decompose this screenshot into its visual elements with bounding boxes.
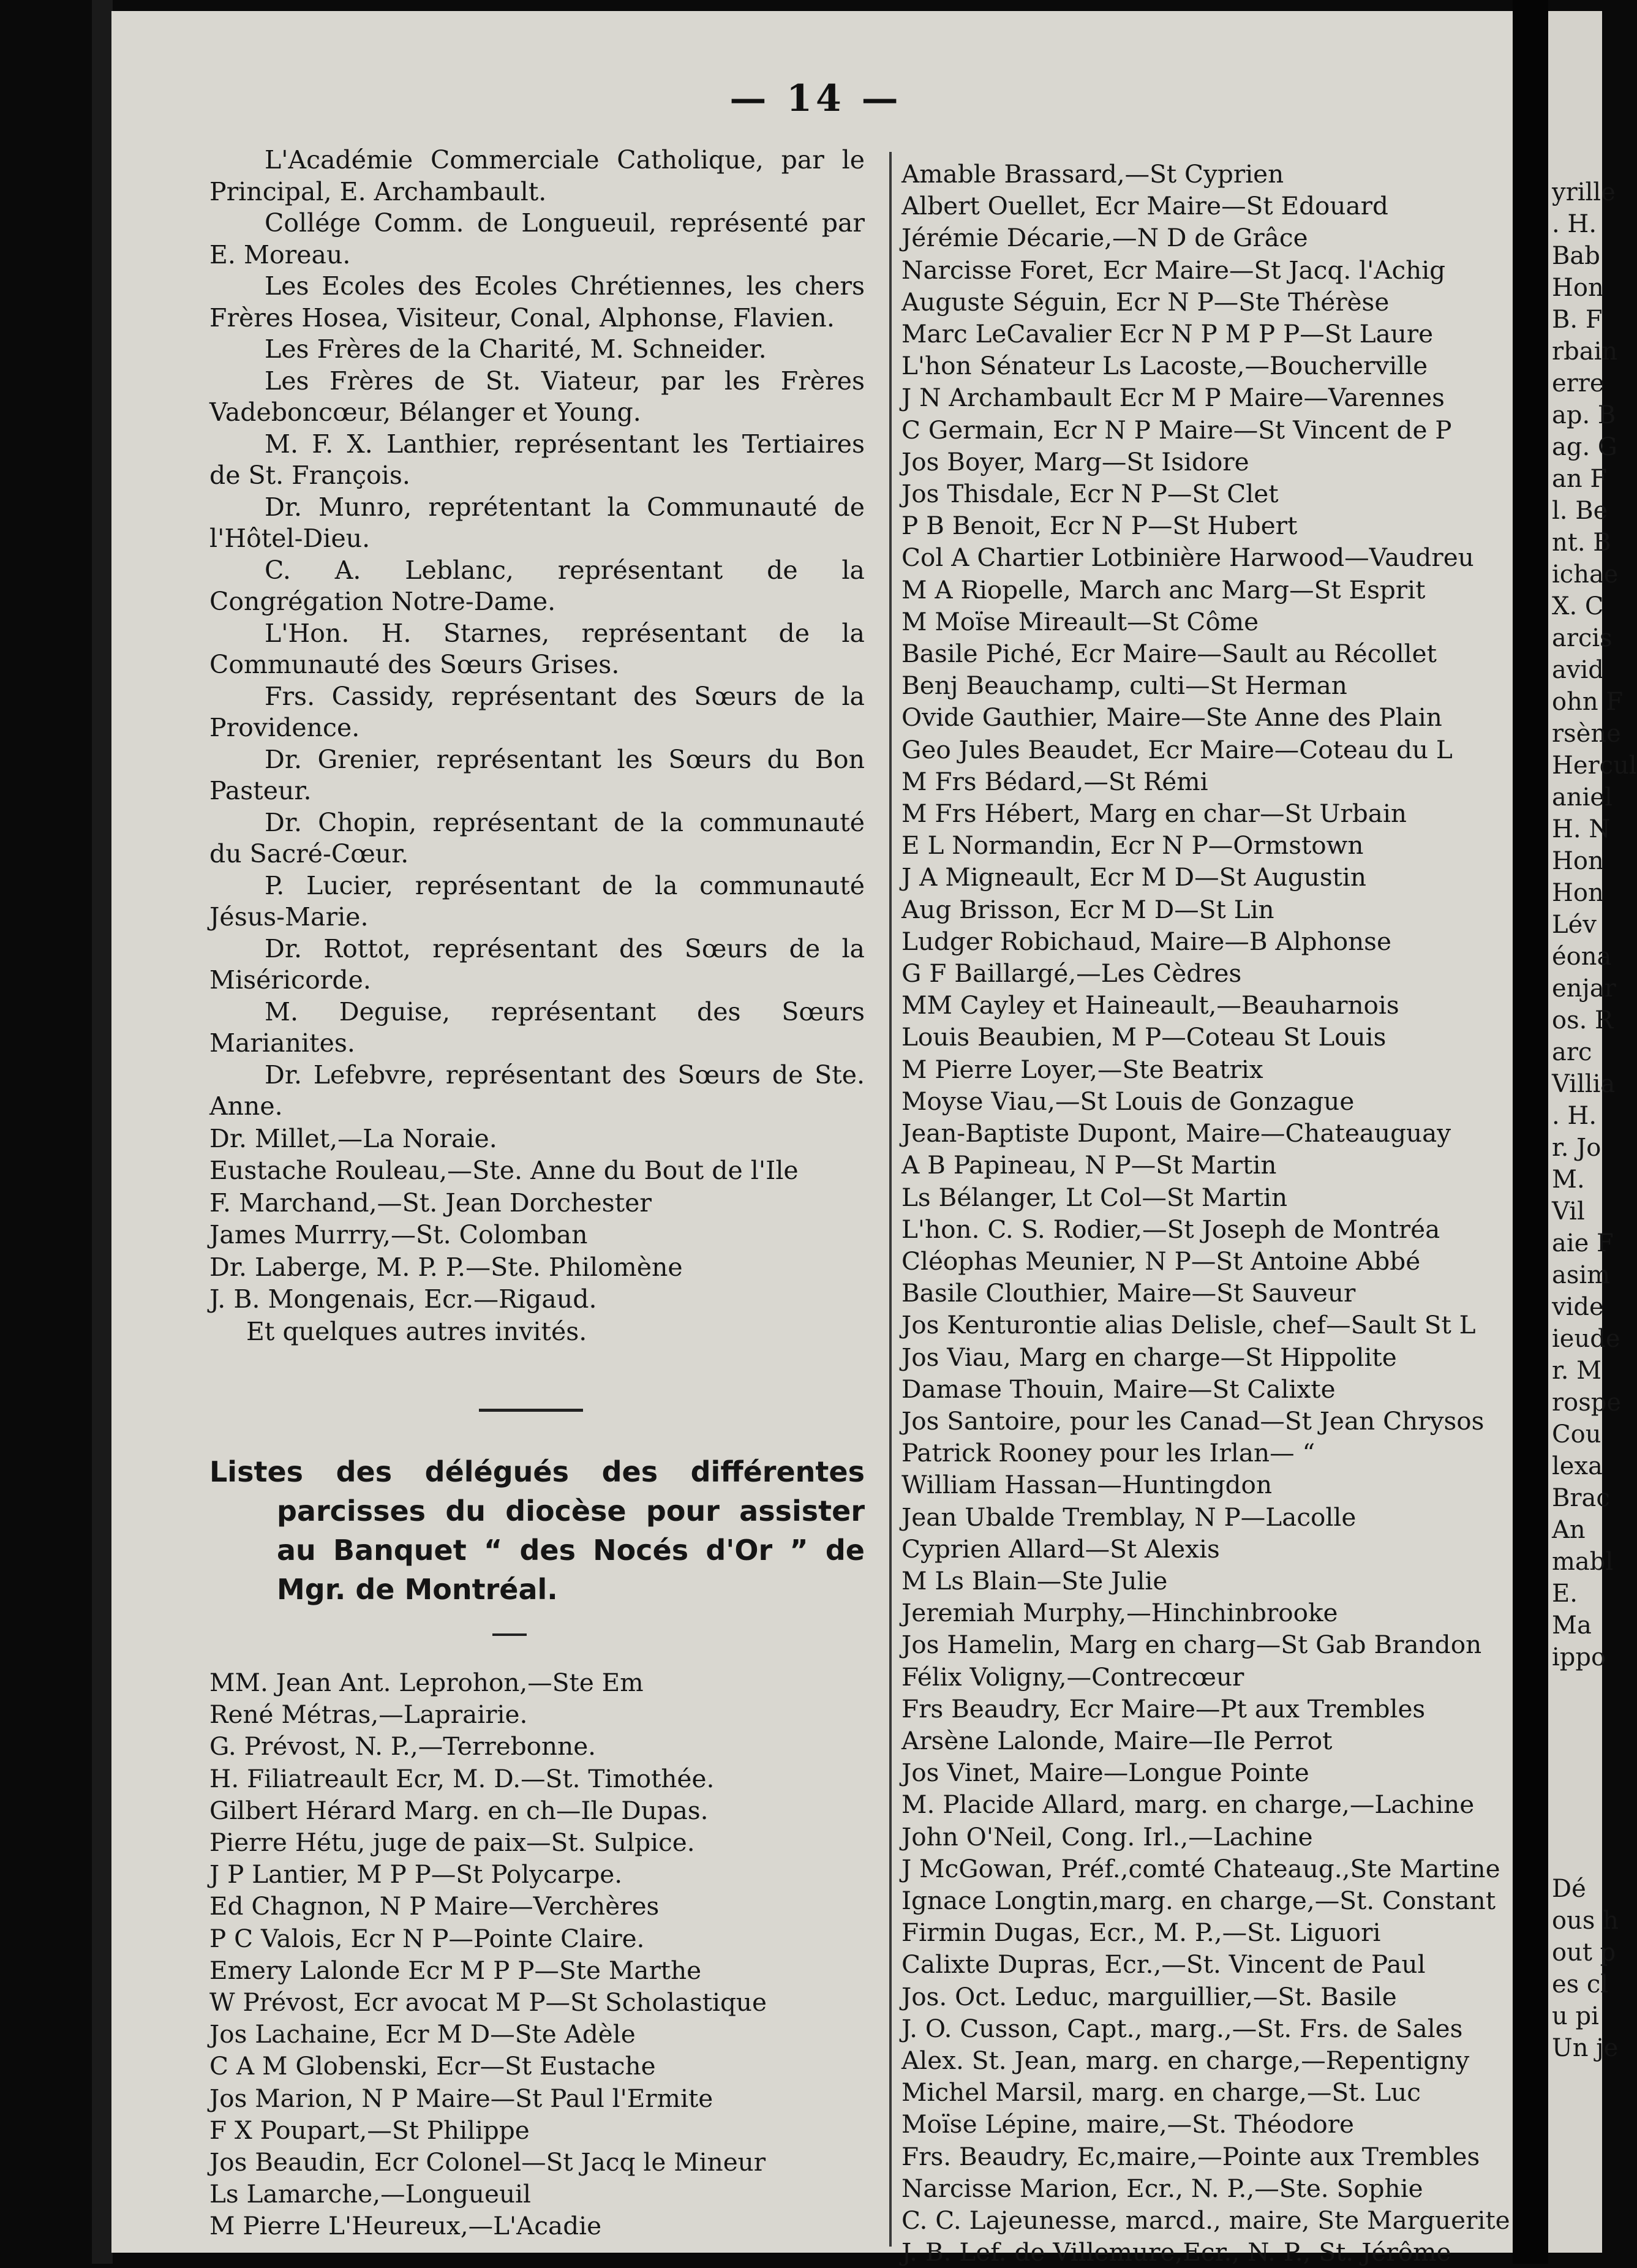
- adjacent-page-edge: [1548, 11, 1637, 2253]
- delegate-entry: Arsène Lalonde, Maire—Ile Perrot: [901, 1725, 1333, 1755]
- delegate-entry: Jos. Oct. Leduc, marguillier,—St. Basile: [901, 1981, 1397, 2011]
- delegate-entry: Jeremiah Murphy,—Hinchinbrooke: [901, 1598, 1338, 1628]
- adjacent-text-fragment: Un je: [1552, 2034, 1619, 2062]
- delegate-entry: Jos Beaudin, Ecr Colonel—St Jacq le Mineur: [209, 2147, 766, 2177]
- delegate-entry: M Pierre L'Heureux,—L'Acadie: [209, 2211, 602, 2241]
- adjacent-text-fragment: aie F: [1552, 1229, 1614, 1257]
- delegate-entry: Frs. Beaudry, Ec,maire,—Pointe aux Trembles: [901, 2141, 1480, 2171]
- adjacent-text-fragment: r. M: [1552, 1357, 1602, 1385]
- section-rule: [479, 1409, 583, 1412]
- adjacent-text-fragment: u pi: [1552, 2002, 1599, 2030]
- delegate-entry: Jos Kenturontie alias Delisle, chef—Sault St L: [901, 1310, 1476, 1340]
- adjacent-text-fragment: nt. B: [1552, 529, 1611, 557]
- page-number: — 14 —: [729, 77, 902, 120]
- adjacent-text-fragment: H. N: [1552, 815, 1611, 843]
- attendee-entry: L'Académie Commerciale Catholique, par le Principal, E. Archambault.: [209, 145, 865, 206]
- delegate-entry: C Germain, Ecr N P Maire—St Vincent de P: [901, 415, 1452, 445]
- adjacent-text-fragment: es cl: [1552, 1970, 1609, 1999]
- attendee-entry: Les Frères de St. Viateur, par les Frères Vadeboncœur, Bélanger et Young.: [209, 366, 865, 427]
- adjacent-page-fragments-top: [1548, 176, 1637, 1673]
- column-divider: [889, 152, 892, 2247]
- delegate-entry: Basile Piché, Ecr Maire—Sault au Récollet: [901, 639, 1437, 669]
- delegate-entry: J McGowan, Préf.,comté Chateaug.,Ste Martine: [901, 1853, 1500, 1883]
- delegate-entry: Moïse Lépine, maire,—St. Théodore: [901, 2109, 1355, 2139]
- adjacent-text-fragment: asim: [1552, 1261, 1611, 1289]
- delegate-entry: Jean Ubalde Tremblay, N P—Lacolle: [901, 1502, 1357, 1532]
- delegate-entry: L'hon. C. S. Rodier,—St Joseph de Montréa: [901, 1214, 1440, 1244]
- adjacent-text-fragment: E.: [1552, 1580, 1578, 1608]
- delegate-entry: M Pierre Loyer,—Ste Beatrix: [901, 1054, 1263, 1084]
- attendee-line: Dr. Laberge, M. P. P.—Ste. Philomène: [209, 1252, 683, 1282]
- adjacent-text-fragment: ap. B: [1552, 401, 1616, 429]
- delegate-entry: C A M Globenski, Ecr—St Eustache: [209, 2051, 656, 2081]
- delegate-list-right: [901, 158, 1514, 2268]
- adjacent-text-fragment: Ma: [1552, 1611, 1592, 1640]
- right-column: [901, 158, 1514, 2268]
- delegates-heading: Listes des délégués des différentes parcisses du diocèse pour assister au Banquet “ des Nocés d'Or ” de Mgr. de Montréal.: [209, 1455, 865, 1606]
- adjacent-text-fragment: Villia: [1552, 1070, 1616, 1098]
- delegate-entry: Pierre Hétu, juge de paix—St. Sulpice.: [209, 1828, 695, 1858]
- delegate-entry: Ls Bélanger, Lt Col—St Martin: [901, 1182, 1288, 1212]
- delegate-entry: Benj Beauchamp, culti—St Herman: [901, 671, 1347, 701]
- delegate-entry: H. Filiatreault Ecr, M. D.—St. Timothée.: [209, 1763, 715, 1793]
- adjacent-text-fragment: yrille: [1552, 178, 1616, 206]
- delegate-entry: M Frs Bédard,—St Rémi: [901, 766, 1208, 796]
- attendee-entry: Dr. Munro, reprétentant la Communauté de l'Hôtel-Dieu.: [209, 492, 865, 553]
- delegate-entry: Col A Chartier Lotbinière Harwood—Vaudreu: [901, 543, 1474, 573]
- adjacent-text-fragment: ippo: [1552, 1643, 1606, 1671]
- delegate-entry: M Frs Hébert, Marg en char—St Urbain: [901, 799, 1407, 829]
- adjacent-text-fragment: Hon: [1552, 274, 1604, 302]
- delegate-entry: Cyprien Allard—St Alexis: [901, 1534, 1220, 1564]
- delegate-entry: M Moïse Mireault—St Côme: [901, 606, 1259, 636]
- adjacent-text-fragment: avid: [1552, 656, 1604, 684]
- delegate-entry: Calixte Dupras, Ecr.,—St. Vincent de Paul: [901, 1950, 1426, 1980]
- adjacent-text-fragment: M.: [1552, 1166, 1585, 1194]
- heading-rule: [492, 1633, 527, 1636]
- adjacent-text-fragment: arc: [1552, 1038, 1592, 1066]
- delegate-entry: A B Papineau, N P—St Martin: [901, 1150, 1277, 1180]
- attendee-entry: M. F. X. Lanthier, représentant les Tertiaires de St. François.: [209, 429, 865, 490]
- attendee-line: F. Marchand,—St. Jean Dorchester: [209, 1188, 652, 1218]
- scanned-page: [111, 11, 1520, 2267]
- delegate-entry: M. Placide Allard, marg. en charge,—Lachine: [901, 1790, 1475, 1820]
- delegate-entry: Jos Santoire, pour les Canad—St Jean Chrysos: [901, 1406, 1485, 1436]
- delegate-entry: Aug Brisson, Ecr M D—St Lin: [901, 894, 1274, 924]
- delegate-entry: C. C. Lajeunesse, marcd., maire, Ste Marguerite: [901, 2206, 1510, 2235]
- adjacent-text-fragment: ohn F: [1552, 688, 1624, 716]
- adjacent-text-fragment: Hon: [1552, 879, 1604, 907]
- delegate-entry: Alex. St. Jean, marg. en charge,—Repentigny: [901, 2045, 1470, 2075]
- attendee-simple-list: [209, 1123, 865, 1316]
- delegate-entry: Jos Marion, N P Maire—St Paul l'Ermite: [209, 2083, 713, 2113]
- attendee-entry: Les Ecoles des Ecoles Chrétiennes, les chers Frères Hosea, Visiteur, Conal, Alphonse, Flavien.: [209, 271, 865, 333]
- adjacent-text-fragment: X. C: [1552, 592, 1604, 620]
- adjacent-text-fragment: mabl: [1552, 1548, 1614, 1576]
- delegate-entry: Cléophas Meunier, N P—St Antoine Abbé: [901, 1246, 1421, 1276]
- delegate-entry: John O'Neil, Cong. Irl.,—Lachine: [901, 1822, 1313, 1852]
- adjacent-text-fragment: ag. G: [1552, 433, 1617, 461]
- attendee-line: Eustache Rouleau,—Ste. Anne du Bout de l'Ile: [209, 1156, 799, 1185]
- delegate-entry: Jos Hamelin, Marg en charg—St Gab Brandon: [901, 1630, 1482, 1660]
- delegate-entry: MM Cayley et Haineault,—Beauharnois: [901, 990, 1399, 1020]
- attendee-entry: Dr. Lefebvre, représentant des Sœurs de Ste. Anne.: [209, 1060, 865, 1121]
- adjacent-text-fragment: Brac: [1552, 1484, 1610, 1512]
- attendee-line: J. B. Mongenais, Ecr.—Rigaud.: [209, 1284, 597, 1314]
- delegate-entry: J P Lantier, M P P—St Polycarpe.: [209, 1859, 623, 1889]
- delegate-entry: Jérémie Décarie,—N D de Grâce: [901, 223, 1308, 253]
- attendee-entry: Dr. Grenier, représentant les Sœurs du Bon Pasteur.: [209, 744, 865, 805]
- delegate-entry: E L Normandin, Ecr N P—Ormstown: [901, 831, 1364, 861]
- attendee-entry: Les Frères de la Charité, M. Schneider.: [265, 334, 767, 364]
- adjacent-text-fragment: . H.: [1552, 210, 1597, 238]
- delegate-entry: J. O. Cusson, Capt., marg.,—St. Frs. de Sales: [901, 2013, 1463, 2043]
- delegate-entry: Auguste Séguin, Ecr N P—Ste Thérèse: [901, 287, 1390, 317]
- delegate-entry: P B Benoit, Ecr N P—St Hubert: [901, 511, 1298, 541]
- attendee-entry: Dr. Rottot, représentant des Sœurs de la Miséricorde.: [209, 933, 865, 995]
- delegate-entry: Narcisse Marion, Ecr., N. P.,—Ste. Sophie: [901, 2173, 1423, 2203]
- left-column: [209, 145, 865, 2242]
- attendee-entry: C. A. Leblanc, représentant de la Congrégation Notre-Dame.: [209, 555, 865, 616]
- attendee-entry: L'Hon. H. Starnes, représentant de la Communauté des Sœurs Grises.: [209, 618, 865, 679]
- adjacent-text-fragment: An: [1552, 1516, 1586, 1544]
- delegate-entry: Gilbert Hérard Marg. en ch—Ile Dupas.: [209, 1795, 709, 1825]
- delegate-entry: Jos Viau, Marg en charge—St Hippolite: [901, 1342, 1397, 1372]
- adjacent-text-fragment: erre: [1552, 369, 1605, 397]
- adjacent-text-fragment: lexa: [1552, 1452, 1603, 1480]
- adjacent-text-fragment: enjar: [1552, 974, 1616, 1003]
- attendee-entry: M. Deguise, représentant des Sœurs Marianites.: [209, 996, 865, 1058]
- delegate-entry: Moyse Viau,—St Louis de Gonzague: [901, 1086, 1355, 1116]
- attendee-line: Dr. Millet,—La Noraie.: [209, 1123, 497, 1153]
- adjacent-text-fragment: os. R: [1552, 1006, 1614, 1034]
- delegate-entry: Albert Ouellet, Ecr Maire—St Edouard: [901, 191, 1388, 221]
- delegate-entry: Frs Beaudry, Ecr Maire—Pt aux Trembles: [901, 1693, 1426, 1724]
- delegate-entry: Jos Lachaine, Ecr M D—Ste Adèle: [209, 2019, 636, 2049]
- adjacent-text-fragment: rospe: [1552, 1388, 1622, 1417]
- delegate-entry: W Prévost, Ecr avocat M P—St Scholastique: [209, 1987, 767, 2017]
- adjacent-text-fragment: ieude: [1552, 1325, 1620, 1353]
- delegate-entry: G. Prévost, N. P.,—Terrebonne.: [209, 1731, 596, 1761]
- adjacent-text-fragment: Bab: [1552, 242, 1600, 270]
- delegate-entry: Félix Voligny,—Contrecœur: [901, 1662, 1244, 1692]
- delegate-entry: Ls Lamarche,—Longueuil: [209, 2179, 531, 2209]
- adjacent-text-fragment: Hercul: [1552, 752, 1637, 780]
- adjacent-text-fragment: l. Be: [1552, 497, 1608, 525]
- delegate-entry: Michel Marsil, marg. en charge,—St. Luc: [901, 2078, 1421, 2108]
- delegate-entry: MM. Jean Ant. Leprohon,—Ste Em: [209, 1668, 644, 1697]
- adjacent-text-fragment: ichae: [1552, 560, 1619, 589]
- attendee-line: James Murrry,—St. Colomban: [209, 1220, 588, 1249]
- delegate-entry: F X Poupart,—St Philippe: [209, 2115, 530, 2145]
- adjacent-text-fragment: B. F: [1552, 306, 1603, 334]
- delegate-entry: William Hassan—Huntingdon: [901, 1470, 1273, 1500]
- delegate-entry: Damase Thouin, Maire—St Calixte: [901, 1374, 1336, 1404]
- delegate-entry: Jos Thisdale, Ecr N P—St Clet: [901, 479, 1279, 509]
- adjacent-text-fragment: rbain: [1552, 337, 1618, 366]
- adjacent-page-fragments-bottom: [1548, 1873, 1619, 2064]
- delegate-entry: René Métras,—Laprairie.: [209, 1700, 528, 1730]
- delegate-entry: Ludger Robichaud, Maire—B Alphonse: [901, 926, 1391, 956]
- scan-left-edge: [92, 0, 113, 2264]
- delegate-entry: J N Archambault Ecr M P Maire—Varennes: [901, 383, 1445, 413]
- adjacent-text-fragment: aniel: [1552, 783, 1613, 812]
- delegate-entry: Emery Lalonde Ecr M P P—Ste Marthe: [209, 1955, 702, 1985]
- attendee-entry: P. Lucier, représentant de la communauté Jésus-Marie.: [209, 870, 865, 932]
- delegate-entry: Amable Brassard,—St Cyprien: [901, 159, 1284, 189]
- delegate-entry: L'hon Sénateur Ls Lacoste,—Boucherville: [901, 351, 1428, 381]
- adjacent-text-fragment: out p: [1552, 1938, 1616, 1967]
- adjacent-text-fragment: Dé: [1552, 1875, 1586, 1903]
- delegate-entry: P C Valois, Ecr N P—Pointe Claire.: [209, 1923, 645, 1953]
- delegate-entry: M Ls Blain—Ste Julie: [901, 1565, 1168, 1596]
- adjacent-text-fragment: an F: [1552, 465, 1608, 493]
- delegate-entry: Ignace Longtin,marg. en charge,—St. Constant: [901, 1885, 1496, 1915]
- adjacent-text-fragment: vide: [1552, 1293, 1604, 1321]
- adjacent-text-fragment: Hon: [1552, 847, 1604, 875]
- delegate-entry: Jos Boyer, Marg—St Isidore: [901, 446, 1249, 477]
- attendee-list: [209, 145, 865, 1123]
- delegate-entry: Jos Vinet, Maire—Longue Pointe: [901, 1758, 1309, 1788]
- delegate-entry: Basile Clouthier, Maire—St Sauveur: [901, 1278, 1356, 1308]
- adjacent-text-fragment: Lév: [1552, 911, 1597, 939]
- adjacent-text-fragment: . H.: [1552, 1102, 1597, 1130]
- adjacent-text-fragment: ous h: [1552, 1907, 1619, 1935]
- delegate-entry: M A Riopelle, March anc Marg—St Esprit: [901, 575, 1426, 605]
- delegate-entry: J. B. Lef. de Villemure,Ecr., N. P., St. Jérôme: [901, 2237, 1451, 2267]
- book-gutter: [1513, 0, 1548, 2264]
- delegate-entry: G F Baillargé,—Les Cèdres: [901, 959, 1242, 989]
- adjacent-text-fragment: éona: [1552, 943, 1612, 971]
- delegate-entry: Narcisse Foret, Ecr Maire—St Jacq. l'Achig: [901, 255, 1446, 285]
- adjacent-text-fragment: r. Jo: [1552, 1134, 1601, 1162]
- delegate-entry: Ovide Gauthier, Maire—Ste Anne des Plain: [901, 703, 1442, 733]
- delegate-entry: Marc LeCavalier Ecr N P M P P—St Laure: [901, 319, 1434, 349]
- closing-line: Et quelques autres invités.: [246, 1316, 587, 1346]
- delegate-entry: Geo Jules Beaudet, Ecr Maire—Coteau du L: [901, 734, 1453, 764]
- adjacent-text-fragment: rsène: [1552, 720, 1621, 748]
- attendee-entry: Dr. Chopin, représentant de la communauté du Sacré-Cœur.: [209, 807, 865, 868]
- adjacent-text-fragment: arcis: [1552, 624, 1613, 652]
- adjacent-text-fragment: Cou: [1552, 1420, 1601, 1449]
- delegate-entry: Ed Chagnon, N P Maire—Verchères: [209, 1891, 660, 1921]
- adjacent-text-fragment: Vil: [1552, 1197, 1585, 1226]
- delegate-list-left: [209, 1667, 865, 2242]
- delegate-entry: J A Migneault, Ecr M D—St Augustin: [901, 862, 1366, 892]
- delegate-entry: Patrick Rooney pour les Irlan— “: [901, 1438, 1315, 1468]
- attendee-entry: Collége Comm. de Longueuil, représenté par E. Moreau.: [209, 208, 865, 269]
- attendee-entry: Frs. Cassidy, représentant des Sœurs de la Providence.: [209, 681, 865, 742]
- delegate-entry: Jean-Baptiste Dupont, Maire—Chateauguay: [901, 1118, 1451, 1148]
- delegate-entry: Firmin Dugas, Ecr., M. P.,—St. Liguori: [901, 1918, 1381, 1948]
- delegate-entry: Louis Beaubien, M P—Coteau St Louis: [901, 1022, 1387, 1052]
